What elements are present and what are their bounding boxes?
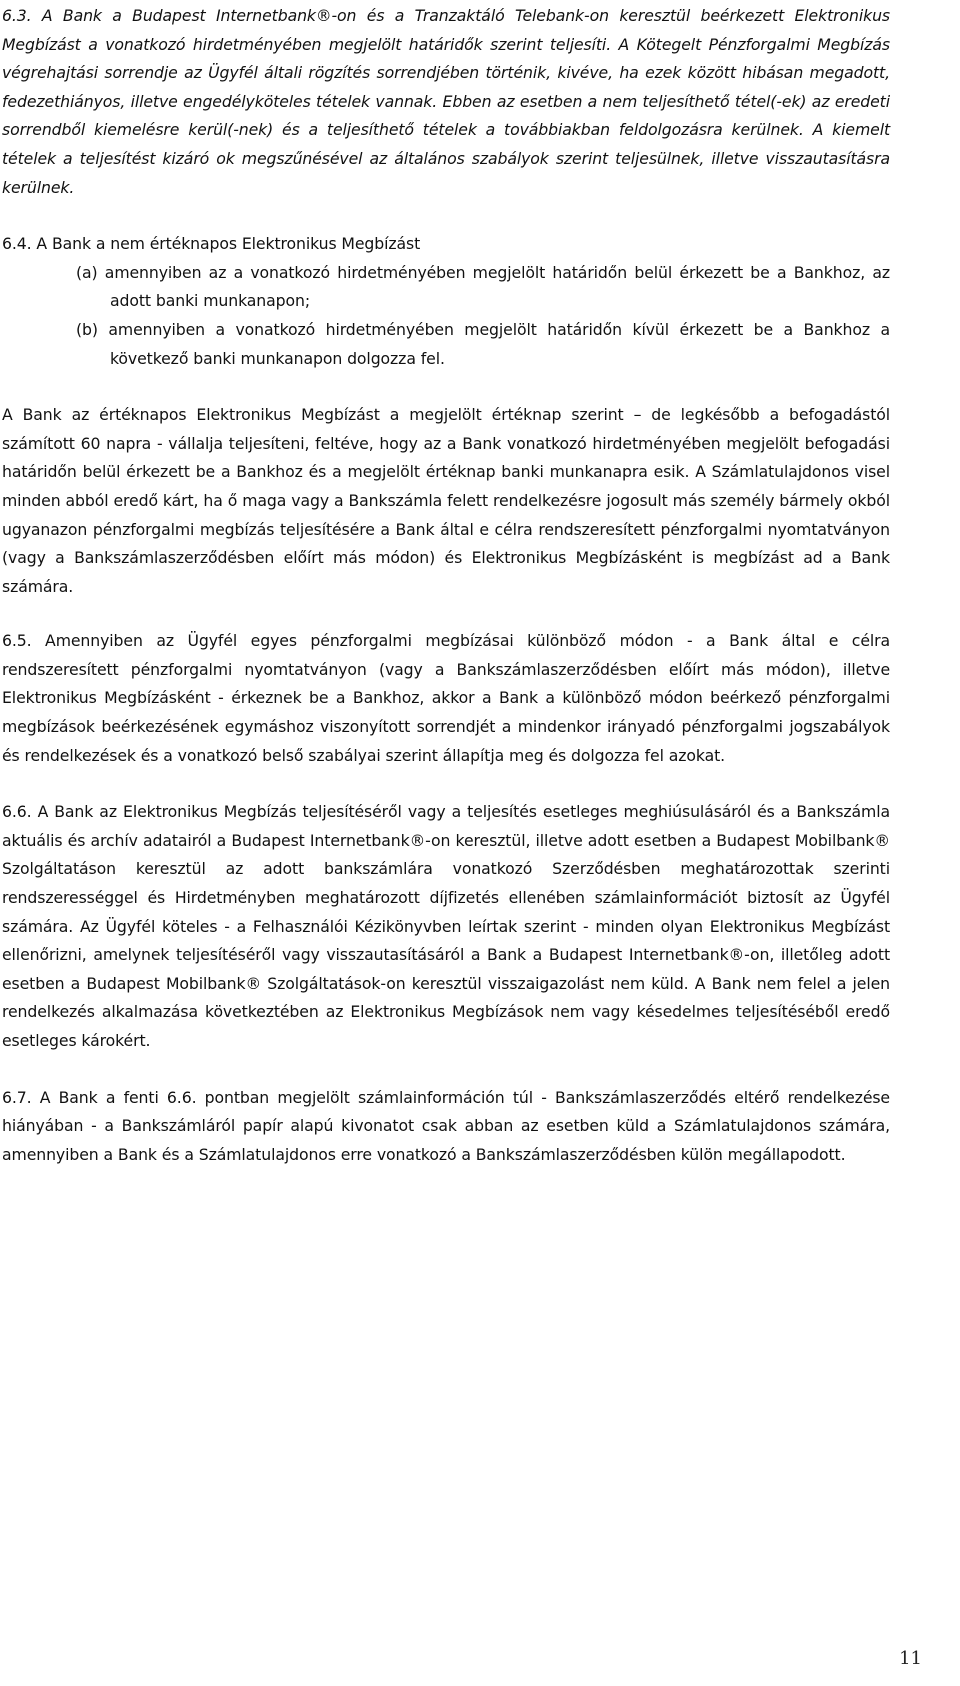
paragraph-6-4-subitems bbox=[76, 259, 890, 373]
paragraph-6-4-value-date: A Bank az értéknapos Elektronikus Megbízást a megjelölt értéknap szerint – de legkésőbb a befogadástól számított 60 napra - vállalja teljesíteni, feltéve, hogy az a Bank vonatkozó hirdetményében megjelölt befogadási határidőn belül érkezett be a Bankhoz és a megjelölt értéknap banki munkanapra esik. A Számlatulajdonos visel minden abból eredő kárt, ha ő maga vagy a Bankszámla felett rendelkezésre jogosult más személy bármely okból ugyanazon pénzforgalmi megbízás teljesítésére a Bank által e célra rendszeresített pénzforgalmi nyomtatványon (vagy a Bankszámlaszerződésben előírt más módon) és Elektronikus Megbízásként is megbízást ad a Bank számára. bbox=[2, 405, 890, 596]
paragraph-6-6: 6.6. A Bank az Elektronikus Megbízás teljesítéséről vagy a teljesítés esetleges meghiúsulásáról és a Bankszámla aktuális és archív adatairól a Budapest Internetbank®-on keresztül, illetve adott esetben a Budapest Mobilbank® Szolgáltatáson keresztül az adott bankszámlára vonatkozó Szerződésben meghatározottak szerinti rendszerességgel és Hirdetményben meghatározott díjfizetés ellenében számlainformációt biztosít az Ügyfél számára. Az Ügyfél köteles - a Felhasználói Kézikönyvben leírtak szerint - minden olyan Elektronikus Megbízást ellenőrizni, amelynek teljesítéséről vagy visszautasításáról a Bank a Budapest Internetbank®-on, illetőleg adott esetben a Budapest Mobilbank® Szolgáltatások-on keresztül visszaigazolást nem küld. A Bank nem felel a jelen rendelkezés alkalmazása következtében az Elektronikus Megbízások nem vagy késedelmes teljesítéséből eredő esetleges károkért. bbox=[2, 802, 890, 1050]
paragraph-6-3: 6.3. A Bank a Budapest Internetbank®-on és a Tranzaktáló Telebank-on keresztül beérkezett Elektronikus Megbízást a vonatkozó hirdetményében megjelölt határidők szerint teljesíti. A Kötegelt Pénzforgalmi Megbízás végrehajtási sorrendje az Ügyfél általi rögzítés sorrendjében történik, kivéve, ha ezek között hibásan megadott, fedezethiányos, illetve engedélyköteles tételek vannak. Ebben az esetben a nem teljesíthető tétel(-ek) az eredeti sorrendből kiemelésre kerül(-nek) és a teljesíthető tételek a továbbiakban feldolgozásra kerülnek. A kiemelt tételek a teljesítést kizáró ok megszűnésével az általános szabályok szerint teljesülnek, illetve visszautasításra kerülnek. bbox=[2, 6, 890, 197]
document-content bbox=[2, 2, 890, 1169]
paragraph-6-4-intro: 6.4. A Bank a nem értéknapos Elektronikus Megbízást bbox=[2, 234, 421, 254]
paragraph-6-5: 6.5. Amennyiben az Ügyfél egyes pénzforgalmi megbízásai különböző módon - a Bank által e célra rendszeresített pénzforgalmi nyomtatványon (vagy a Bankszámlaszerződésben előírt más módon), illetve Elektronikus Megbízásként - érkeznek be a Bankhoz, akkor a Bank a különböző módon beérkező pénzforgalmi megbízások beérkezésének egymáshoz viszonyított sorrendjét a mindenkor irányadó pénzforgalmi jogszabályok és rendelkezések és a vonatkozó belső szabályai szerint állapítja meg és dolgozza fel azokat. bbox=[2, 631, 890, 765]
page-number: 11 bbox=[899, 1648, 922, 1669]
paragraph-6-7: 6.7. A Bank a fenti 6.6. pontban megjelölt számlainformáción túl - Bankszámlaszerződés eltérő rendelkezése hiányában - a Bankszámláról papír alapú kivonatot csak abban az esetben küld a Számlatulajdonos számára, amennyiben a Bank és a Számlatulajdonos erre vonatkozó a Bankszámlaszerződésben külön megállapodott. bbox=[2, 1087, 890, 1164]
paragraph-6-4-item-a: (a) amennyiben az a vonatkozó hirdetményében megjelölt határidőn belül érkezett be a Bankhoz, az adott banki munkanapon; bbox=[76, 262, 890, 311]
paragraph-6-4-item-b: (b) amennyiben a vonatkozó hirdetményében megjelölt határidőn kívül érkezett be a Bankhoz a következő banki munkanapon dolgozza fel. bbox=[76, 319, 890, 368]
